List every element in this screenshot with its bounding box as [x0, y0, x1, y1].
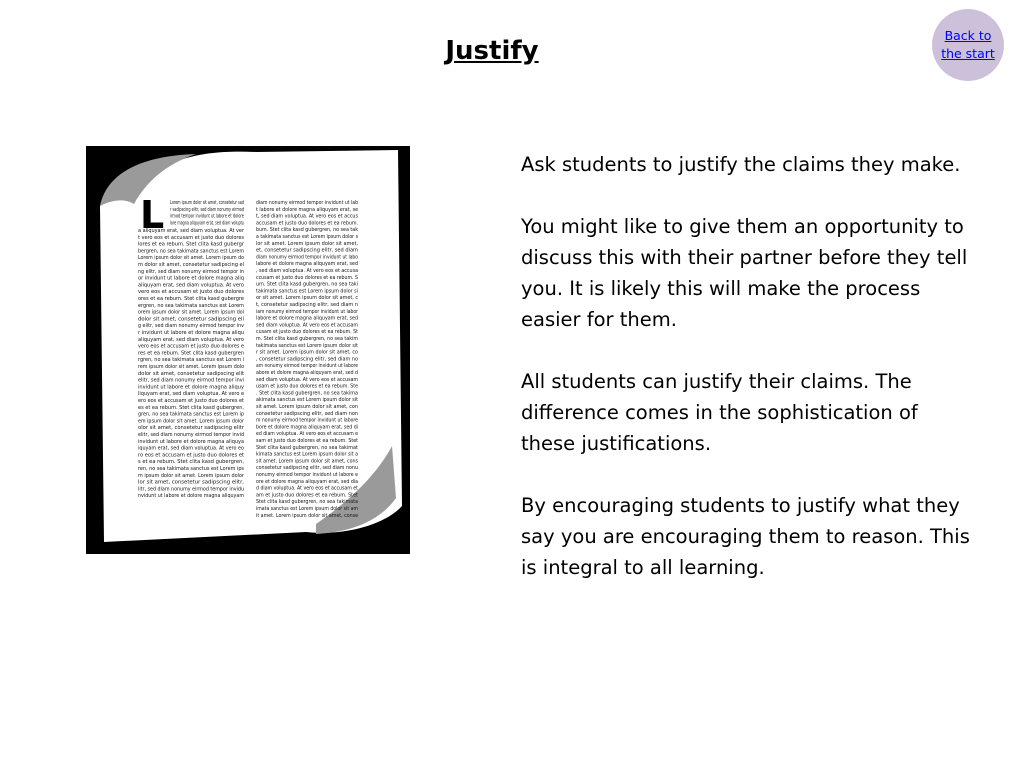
illustration-text-line: orem ipsum dolor sit amet. Lorem ipsum dol	[138, 309, 244, 316]
illustration-text-line: elitr, sed diam nonumy eirmod tempor invid	[138, 432, 244, 438]
illustration-text-line: accusam et justo duo dolores et ea rebum.	[256, 220, 359, 227]
illustration-text-line: sam et justo duo dolores et ea rebum. Stet	[256, 438, 358, 444]
illustration-text-line: iam nonumy eirmod tempor invidunt ut labor	[256, 308, 359, 315]
illustration-text-line: lores et ea rebum. Stet clita kasd gubergr	[138, 241, 245, 248]
illustration-text-line: ero eos et accusam et justo duo dolores et	[138, 398, 244, 404]
illustration-text-line: vero eos et accusam et justo duo dolores e	[138, 343, 244, 350]
illustration-text-line: ores et ea rebum. Stet clita kasd gubergre	[138, 296, 244, 302]
paragraph-2: You might like to give them an opportunity to discuss this with their partner before they tell you. It is likely this will make the process easier for them.	[521, 215, 968, 331]
illustration-text-line: takimata sanctus est Lorem ipsum dolor sit	[256, 342, 358, 349]
illustration-text-line: g elitr, sed diam nonumy eirmod tempor inv	[138, 323, 244, 330]
illustration-text-line: diam nonumy eirmod tempor invidunt ut labo	[256, 254, 358, 261]
illustration-text-line: liquyam erat, sed diam voluptua. At vero e	[138, 391, 244, 398]
illustration-text-line: , consetetur sadipscing elitr, sed diam no	[256, 356, 358, 363]
illustration-text-line: res et ea rebum. Stet clita kasd gubergren	[138, 350, 244, 357]
paragraph-4: By encouraging students to justify what they say you are encouraging them to reason. This is integral to all learning.	[521, 494, 970, 579]
illustration-text-line: lore magna aliquyam erat, sed diam voluptu	[170, 220, 244, 227]
illustration-text-line: invidunt ut labore et dolore magna aliquya	[138, 438, 244, 445]
illustration-text-line: ore et dolore magna aliquyam erat, sed dia	[256, 478, 358, 485]
illustration-text-line: abore et dolore magna aliquyam erat, sed d	[256, 370, 358, 376]
illustration-text-line: am et justo duo dolores et ea rebum. Stet	[256, 492, 358, 499]
illustration-text-line: t, sed diam voluptua. At vero eos et accus	[256, 213, 359, 220]
paragraph-3: All students can justify their claims. The difference comes in the sophistication of these justifications.	[521, 370, 918, 455]
illustration-text-line: labore et dolore magna aliquyam erat, sed	[256, 261, 358, 268]
document-page-illustration	[86, 146, 410, 554]
illustration-text-line: rem ipsum dolor sit amet. Lorem ipsum dolo	[138, 364, 244, 370]
illustration-text-line: nonumy eirmod tempor invidunt ut labore e	[256, 472, 358, 478]
slide-title: Justify	[445, 36, 539, 66]
illustration-text-line: ccusam et justo duo dolores et ea rebum. S	[256, 274, 358, 281]
drop-cap: L	[140, 193, 165, 237]
illustration-text-line: rgren, no sea takimata sanctus est Lorem i	[138, 357, 244, 364]
illustration-text-line: Lorem ipsum dolor sit amet. Lorem ipsum do	[138, 255, 244, 262]
illustration-text-line: ren, no sea takimata sanctus est Lorem ips	[138, 466, 245, 472]
illustration-text-line: m nonumy eirmod tempor invidunt ut labore	[256, 417, 358, 424]
illustration-text-line: or invidunt ut labore et dolore magna aliq	[138, 275, 244, 282]
illustration-text-line: m dolor sit amet, consetetur sadipscing el	[138, 262, 244, 268]
illustration-text-line: t labore et dolore magna aliquyam erat, se	[256, 206, 358, 213]
illustration-text-line: imata sanctus est Lorem ipsum dolor sit am	[256, 506, 358, 512]
illustration-text-line: consetetur sadipscing elitr, sed diam non	[256, 410, 358, 417]
illustration-text-line: s et ea rebum. Stet clita kasd gubergren,	[138, 459, 245, 466]
illustration-text-line: iquyam erat, sed diam voluptua. At vero eo	[138, 445, 244, 452]
illustration-text-line: gren, no sea takimata sanctus est Lorem ip	[138, 411, 245, 418]
text-column-right	[256, 200, 359, 519]
illustration-text-line: aliquyam erat, sed diam voluptua. At vero	[138, 336, 244, 343]
illustration-text-line: vero eos et accusam et justo duo dolores	[138, 289, 245, 296]
text-column-left	[138, 200, 245, 499]
illustration-text-line: irmod tempor invidunt ut labore et dolore	[170, 213, 244, 220]
illustration-text-line: . Stet clita kasd gubergren, no sea takima	[256, 390, 358, 397]
illustration-text-line: ng elitr, sed diam nonumy eirmod tempor in	[138, 268, 244, 275]
illustration-text-line: nvidunt ut labore et dolore magna aliquyam	[138, 493, 244, 500]
illustration-text-line: diam nonumy eirmod tempor invidunt ut lab	[256, 200, 359, 206]
illustration-text-line: um. Stet clita kasd gubergren, no sea taki	[256, 281, 358, 288]
illustration-text-line: usam et justo duo dolores et ea rebum. Ste	[256, 383, 358, 390]
illustration-text-line: olor sit amet, consetetur sadipscing elitr	[138, 425, 245, 432]
illustration-text-line: r invidunt ut labore et dolore magna aliqu	[138, 330, 244, 336]
illustration-text-line: litr, sed diam nonumy eirmod tempor invidu	[138, 486, 244, 493]
illustration-text-line: d diam voluptua. At vero eos et accusam et	[256, 485, 358, 492]
illustration-text-line: dolor sit amet, consetetur sadipscing elit	[138, 370, 244, 377]
illustration-text-line: lor sit amet, consetetur sadipscing elitr,	[138, 479, 245, 486]
illustration-text-line: akimata sanctus est Lorem ipsum dolor sit	[256, 397, 358, 404]
illustration-text-line: aliquyam erat, sed diam voluptua. At vero	[138, 282, 244, 289]
illustration-text-line: dolor sit amet, consetetur sadipscing eli	[138, 316, 244, 323]
illustration-text-line: a takimata sanctus est Lorem ipsum dolor s	[256, 234, 359, 240]
illustration-text-line: elitr, sed diam nonumy eirmod tempor invi	[138, 377, 244, 384]
illustration-text-line: sit amet. Lorem ipsum dolor sit amet, con	[256, 404, 358, 410]
illustration-text-line: m ipsum dolor sit amet. Lorem ipsum dolor	[138, 472, 245, 479]
illustration-text-line: , sed diam voluptua. At vero eos et accusa	[256, 268, 358, 274]
illustration-text-line: invidunt ut labore et dolore magna aliquy	[138, 384, 244, 391]
illustration-text-line: sed diam voluptua. At vero eos et accusam	[256, 376, 358, 383]
illustration-text-line: ergren, no sea takimata sanctus est Lorem	[138, 302, 244, 309]
illustration-text-line: Lorem ipsum dolor sit amet, consetetur sad	[170, 200, 244, 206]
paragraph-1: Ask students to justify the claims they make.	[521, 153, 961, 176]
back-to-start-button[interactable]	[932, 9, 1004, 81]
illustration-text-line: a aliquyam erat, sed diam voluptua. At ver	[138, 228, 245, 234]
illustration-text-line: sit amet. Lorem ipsum dolor sit amet, cons	[256, 458, 359, 465]
illustration-text-line: em ipsum dolor sit amet. Lorem ipsum dolor	[138, 418, 245, 425]
illustration-text-line: t, consetetur sadipscing elitr, sed diam n	[256, 302, 358, 308]
illustration-text-line: cusam et justo duo dolores et ea rebum. St	[256, 329, 358, 336]
illustration-text-line: ed diam voluptua. At vero eos et accusam e	[256, 431, 358, 438]
illustration-text-line: r sit amet. Lorem ipsum dolor sit amet, co	[256, 349, 358, 356]
illustration-text-line: Stet clita kasd gubergren, no sea takimata	[256, 499, 358, 506]
illustration-text-line: bum. Stet clita kasd gubergren, no sea tak	[256, 227, 358, 234]
illustration-text-line: et, consetetur sadipscing elitr, sed diam	[256, 247, 358, 254]
back-to-start-link[interactable]: Back to the start	[941, 28, 995, 61]
illustration-text-line: es et ea rebum. Stet clita kasd gubergren,	[138, 404, 245, 411]
illustration-text-line: am nonumy eirmod tempor invidunt ut labore	[256, 363, 358, 370]
illustration-text-line: ro eos et accusam et justo duo dolores et	[138, 452, 244, 459]
illustration-text-line: r sadipscing elitr, sed diam nonumy eirmod	[170, 206, 244, 213]
illustration-text-line: sed diam voluptua. At vero eos et accusam	[256, 322, 358, 329]
illustration-text-line: bergren, no sea takimata sanctus est Lorem	[138, 248, 244, 255]
illustration-text-line: consetetur sadipscing elitr, sed diam nonu	[256, 465, 358, 472]
slide-body	[521, 149, 976, 614]
illustration-text-line: Stet clita kasd gubergren, no sea takimat	[256, 444, 358, 451]
illustration-text-line: kimata sanctus est Lorem ipsum dolor sit a	[256, 451, 358, 458]
illustration-text-line: labore et dolore magna aliquyam erat, sed	[256, 315, 358, 322]
illustration-text-line: bore et dolore magna aliquyam erat, sed di	[256, 424, 358, 431]
illustration-text-line: or sit amet. Lorem ipsum dolor sit amet, c	[256, 295, 359, 302]
illustration-text-line: it amet. Lorem ipsum dolor sit amet, conse	[256, 512, 358, 519]
illustration-text-line: takimata sanctus est Lorem ipsum dolor si	[256, 288, 358, 295]
illustration-text-line: m. Stet clita kasd gubergren, no sea takim	[256, 336, 358, 342]
illustration-text-line: t vero eos et accusam et justo duo dolores	[138, 234, 245, 241]
illustration-text-line: lor sit amet. Lorem ipsum dolor sit amet,	[256, 240, 359, 247]
